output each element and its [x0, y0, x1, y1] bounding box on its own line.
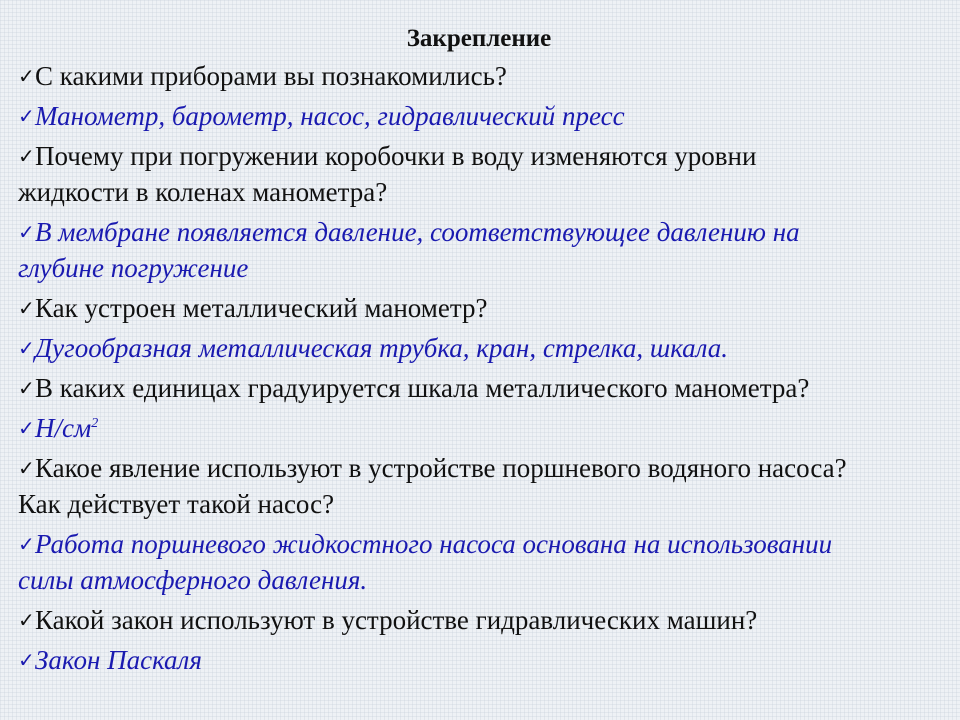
answer-item [18, 642, 940, 678]
question-item [18, 290, 940, 326]
checkmark-icon: ✓ [18, 532, 35, 556]
checkmark-icon: ✓ [18, 648, 35, 672]
question-text: Какое явление используют в устройстве поршневого водяного насоса? [35, 453, 847, 483]
checkmark-icon: ✓ [18, 376, 35, 400]
question-text: Какой закон используют в устройстве гидравлических машин? [35, 605, 758, 635]
question-item [18, 58, 940, 94]
question-text: В каких единицах градуируется шкала металлического манометра? [35, 373, 810, 403]
answer-text: В мембране появляется давление, соответствующее давлению на [35, 217, 800, 247]
checkmark-icon: ✓ [18, 336, 35, 360]
question-text: С какими приборами вы познакомились? [35, 61, 507, 91]
checkmark-icon: ✓ [18, 220, 35, 244]
checkmark-icon: ✓ [18, 296, 35, 320]
question-item [18, 138, 940, 210]
answer-text-continued: силы атмосферного давления. [18, 565, 368, 595]
question-item [18, 450, 940, 522]
question-item [18, 602, 940, 638]
slide-title: Закрепление [406, 25, 552, 52]
unit-superscript: 2 [91, 416, 99, 431]
question-text-continued: Как действует такой насос? [18, 489, 335, 519]
question-text-continued: жидкости в коленах манометра? [18, 177, 388, 207]
answer-text: Дугообразная металлическая трубка, кран, стрелка, шкала. [35, 333, 729, 363]
answer-item [18, 410, 940, 446]
question-item [18, 370, 940, 406]
review-list [18, 58, 940, 678]
checkmark-icon: ✓ [18, 456, 35, 480]
answer-item [18, 330, 940, 366]
answer-text: Н/см [35, 413, 92, 443]
answer-text: Работа поршневого жидкостного насоса основана на использовании [35, 529, 833, 559]
answer-item [18, 526, 940, 598]
checkmark-icon: ✓ [18, 64, 35, 88]
question-text: Как устроен металлический манометр? [35, 293, 488, 323]
answer-text: Манометр, барометр, насос, гидравлический пресс [35, 101, 625, 131]
checkmark-icon: ✓ [18, 104, 35, 128]
checkmark-icon: ✓ [18, 416, 35, 440]
checkmark-icon: ✓ [18, 144, 35, 168]
answer-item [18, 214, 940, 286]
answer-text-continued: глубине погружение [18, 253, 249, 283]
answer-text: Закон Паскаля [35, 645, 202, 675]
checkmark-icon: ✓ [18, 608, 35, 632]
answer-item [18, 98, 940, 134]
question-text: Почему при погружении коробочки в воду изменяются уровни [35, 141, 757, 171]
